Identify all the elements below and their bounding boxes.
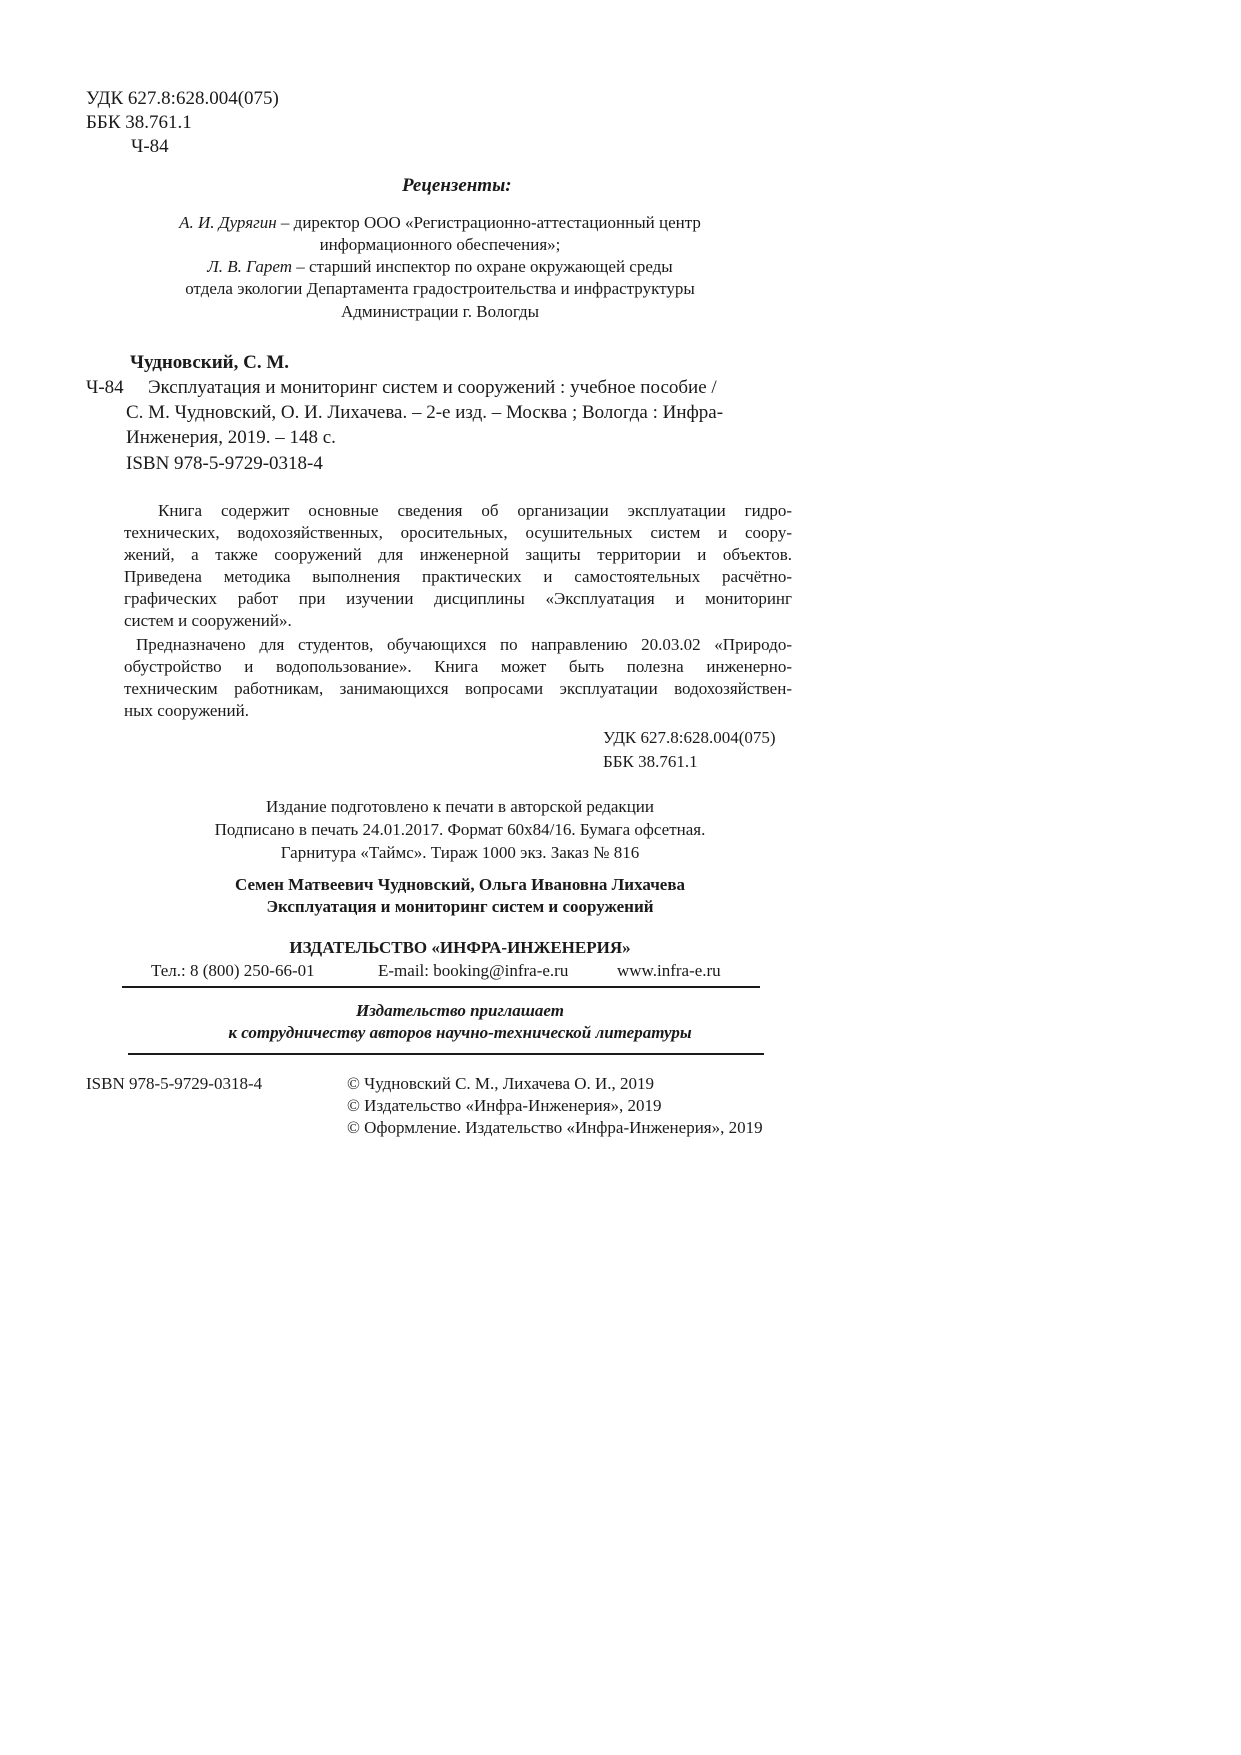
reviewer-2-line-1: Л. В. Гарет – старший инспектор по охране окружающей среды bbox=[207, 257, 673, 276]
abstract-p1-line-4: Приведена методика выполнения практических и самостоятельных расчётно- bbox=[124, 567, 792, 586]
abstract-p2-line-2: обустройство и водопользование». Книга может быть полезна инженерно- bbox=[124, 657, 792, 676]
reviewer-2-line-3: Администрации г. Вологды bbox=[340, 302, 540, 321]
publisher-email: E-mail: booking@infra-e.ru bbox=[378, 961, 569, 980]
imprint-line-2: Подписано в печать 24.01.2017. Формат 60х84/16. Бумага офсетная. bbox=[214, 820, 706, 839]
copyright-design: © Оформление. Издательство «Инфра-Инженерия», 2019 bbox=[347, 1118, 763, 1137]
copyright-publisher: © Издательство «Инфра-Инженерия», 2019 bbox=[347, 1096, 662, 1115]
abstract-p1-line-3: жений, а также сооружений для инженерной защиты территории и объектов. bbox=[124, 545, 792, 564]
reviewer-1-line-1: А. И. Дурягин – директор ООО «Регистрационно-аттестационный центр bbox=[179, 213, 701, 232]
bib-isbn: ISBN 978-5-9729-0318-4 bbox=[126, 453, 323, 474]
reviewer-1-line-2: информационного обеспечения»; bbox=[319, 235, 561, 254]
author-heading: Чудновский, С. М. bbox=[130, 352, 290, 373]
reviewer-2-line-2: отдела экологии Департамента градостроительства и инфраструктуры bbox=[185, 279, 695, 298]
abstract-p2-line-3: техническим работникам, занимающихся вопросами эксплуатации водохозяйствен- bbox=[124, 679, 792, 698]
copyright-isbn: ISBN 978-5-9729-0318-4 bbox=[86, 1074, 263, 1093]
reviewer-1-name: А. И. Дурягин bbox=[179, 213, 277, 232]
imprint-authors: Семен Матвеевич Чудновский, Ольга Ивановна Лихачева bbox=[234, 875, 686, 894]
udk-code: УДК 627.8:628.004(075) bbox=[86, 88, 279, 109]
divider-top bbox=[122, 986, 760, 988]
reviewers-heading: Рецензенты: bbox=[402, 175, 512, 196]
imprint-line-3: Гарнитура «Таймс». Тираж 1000 экз. Заказ № 816 bbox=[280, 843, 640, 862]
publisher-name: ИЗДАТЕЛЬСТВО «ИНФРА-ИНЖЕНЕРИЯ» bbox=[289, 938, 631, 957]
bib-line-2: С. М. Чудновский, О. И. Лихачева. – 2-е изд. – Москва ; Вологда : Инфра- bbox=[126, 402, 724, 423]
invite-line-1: Издательство приглашает bbox=[356, 1001, 564, 1020]
publisher-phone: Тел.: 8 (800) 250-66-01 bbox=[151, 961, 315, 980]
bib-sign: Ч-84 bbox=[86, 377, 124, 398]
copyright-authors: © Чудновский С. М., Лихачева О. И., 2019 bbox=[347, 1074, 655, 1093]
invite-line-2: к сотрудничеству авторов научно-технической литературы bbox=[228, 1023, 692, 1042]
abstract-p1-line-2: технических, водохозяйственных, оросительных, осушительных систем и соору- bbox=[124, 523, 792, 542]
imprint-title: Эксплуатация и мониторинг систем и сооружений bbox=[266, 897, 654, 916]
abstract-p1-line-1: Книга содержит основные сведения об организации эксплуатации гидро- bbox=[158, 501, 792, 520]
bbk-code: ББК 38.761.1 bbox=[86, 112, 192, 133]
abstract-p1-line-6: систем и сооружений». bbox=[124, 611, 292, 630]
reviewer-2-name: Л. В. Гарет bbox=[207, 257, 292, 276]
abstract-udk: УДК 627.8:628.004(075) bbox=[603, 728, 776, 747]
abstract-p1-line-5: графических работ при изучении дисциплины «Эксплуатация и мониторинг bbox=[124, 589, 792, 608]
abstract-bbk: ББК 38.761.1 bbox=[603, 752, 698, 771]
abstract-p2-line-1: Предназначено для студентов, обучающихся по направлению 20.03.02 «Природо- bbox=[136, 635, 792, 654]
author-sign: Ч-84 bbox=[131, 136, 169, 157]
bib-line-1: Эксплуатация и мониторинг систем и сооружений : учебное пособие / bbox=[148, 377, 717, 398]
abstract-p2-line-4: ных сооружений. bbox=[124, 701, 249, 720]
imprint-line-1: Издание подготовлено к печати в авторской редакции bbox=[266, 797, 654, 816]
bib-line-3: Инженерия, 2019. – 148 с. bbox=[126, 427, 336, 448]
divider-bottom bbox=[128, 1053, 764, 1055]
publisher-website: www.infra-e.ru bbox=[617, 961, 721, 980]
